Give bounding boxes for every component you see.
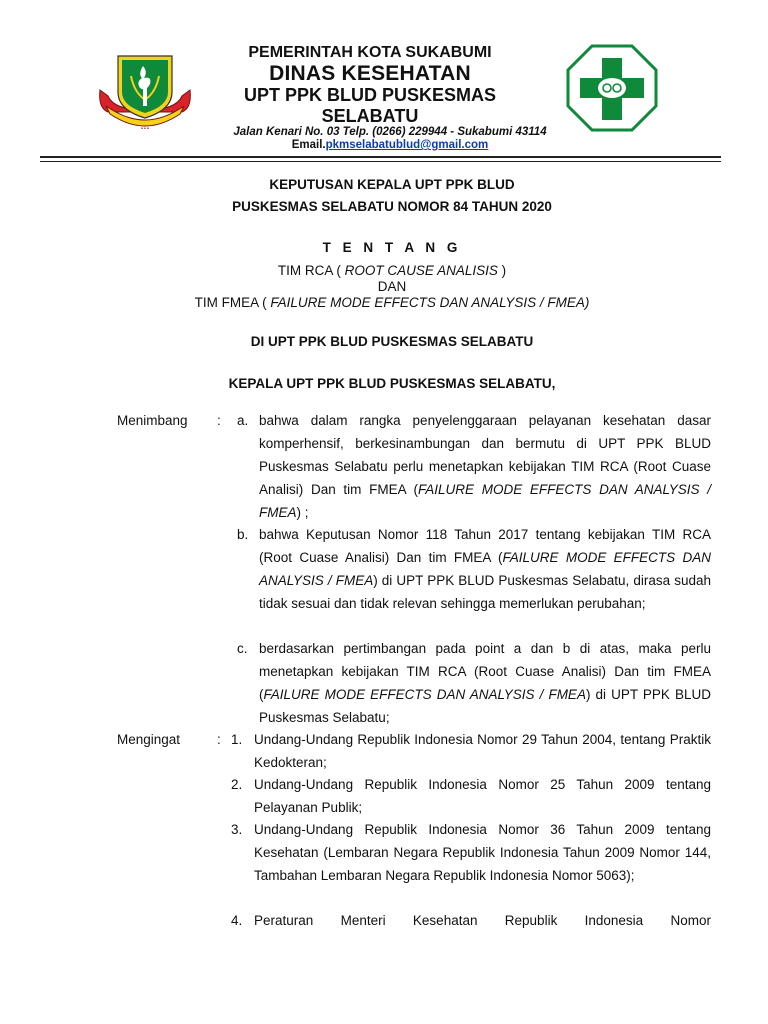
decree-subject-dan: DAN	[377, 279, 407, 294]
menimbang-mark-a: a.	[237, 413, 249, 428]
email-prefix: Email.	[291, 139, 326, 151]
subject-rca-suffix: )	[497, 263, 507, 278]
subject-fmea-italic: FAILURE MODE EFFECTS DAN ANALYSIS / FMEA)	[270, 295, 590, 310]
menimbang-item-a	[259, 409, 711, 524]
menimbang-c-italic: FAILURE MODE EFFECTS DAN ANALYSIS / FMEA	[263, 687, 586, 702]
letterhead-department: DINAS KESEHATAN	[269, 62, 471, 85]
menimbang-a-post: ) ;	[296, 505, 309, 520]
subject-fmea-prefix: TIM FMEA (	[194, 295, 271, 310]
letterhead-rule-thin	[40, 161, 721, 162]
mengingat-mark-4: 4.	[231, 913, 243, 928]
decree-title-line1: KEPUTUSAN KEPALA UPT PPK BLUD	[269, 177, 515, 192]
email-link[interactable]: pkmselabatublud@gmail.com	[325, 139, 489, 151]
letterhead-address: Jalan Kenari No. 03 Telp. (0266) 229944 - Sukabumi 43114	[233, 126, 547, 138]
letterhead-email-line	[120, 139, 660, 151]
menimbang-b-text: bahwa Keputusan Nomor 118 Tahun 2017 tentang kebijakan TIM RCA (Root Cuase Analisi) Dan tim FMEA (	[259, 527, 711, 565]
mengingat-item-4: Peraturan Menteri Kesehatan Republik Indonesia Nomor	[254, 913, 711, 928]
mengingat-item-2: Undang-Undang Republik Indonesia Nomor 25 Tahun 2009 tentang Pelayanan Publik;	[254, 777, 711, 815]
mengingat-mark-1: 1.	[231, 732, 243, 747]
mengingat-colon: :	[217, 732, 221, 747]
mengingat-mark-2: 2.	[231, 777, 243, 792]
subject-rca-prefix: TIM RCA (	[277, 263, 345, 278]
decree-title-line2: PUSKESMAS SELABATU NOMOR 84 TAHUN 2020	[232, 199, 552, 214]
letterhead-rule-thick	[40, 156, 721, 158]
menimbang-c-text: berdasarkan pertimbangan pada point a dan b di atas, maka perlu menetapkan kebijakan TIM RCA (Root Cuase Analisi) Dan tim FMEA (	[259, 641, 711, 702]
decree-location: DI UPT PPK BLUD PUSKESMAS SELABATU	[250, 334, 534, 349]
decree-subject-rca	[0, 263, 768, 278]
menimbang-a-italic: FAILURE MODE EFFECTS DAN ANALYSIS / FMEA	[259, 482, 711, 520]
mengingat-mark-3: 3.	[231, 822, 243, 837]
menimbang-item-c	[259, 637, 711, 729]
menimbang-mark-b: b.	[237, 527, 249, 542]
menimbang-label: Menimbang	[117, 413, 188, 428]
subject-rca-italic: ROOT CAUSE ANALISIS	[344, 263, 498, 278]
menimbang-b-post: ) di UPT PPK BLUD Puskesmas Selabatu, dirasa sudah tidak sesuai dan tidak relevan sehingga memerlukan perubahan;	[259, 573, 711, 611]
decree-issuer: KEPALA UPT PPK BLUD PUSKESMAS SELABATU,	[228, 376, 556, 391]
menimbang-item-b	[259, 523, 711, 615]
mengingat-label: Mengingat	[117, 732, 181, 747]
mengingat-item-1: Undang-Undang Republik Indonesia Nomor 29 Tahun 2004, tentang Praktik Kedokteran;	[254, 732, 711, 770]
menimbang-colon: :	[217, 413, 221, 428]
letterhead-unit: UPT PPK BLUD PUSKESMAS	[243, 85, 497, 105]
decree-subject-fmea	[0, 295, 768, 310]
mengingat-item-3: Undang-Undang Republik Indonesia Nomor 36 Tahun 2009 tentang Kesehatan (Lembaran Negara Republik Indonesia Tahun 2009 Nomor 144, Tambahan Lembaran Negara Republik Indonesia Nomor 5063);	[254, 822, 711, 883]
menimbang-mark-c: c.	[237, 641, 248, 656]
menimbang-b-italic: FAILURE MODE EFFECTS DAN ANALYSIS / FMEA	[259, 550, 711, 588]
menimbang-a-text: bahwa dalam rangka penyelenggaraan pelayanan kesehatan dasar komperhensif, berkesinambungan dan bermutu di UPT PPK BLUD Puskesmas Selabatu perlu menetapkan kebijakan TIM RCA (Root Cuase Analisi) Dan tim FMEA (	[259, 413, 711, 497]
svg-text:•••: •••	[140, 126, 150, 132]
letterhead-unit-name: SELABATU	[321, 106, 419, 126]
letterhead-government: PEMERINTAH KOTA SUKABUMI	[248, 44, 492, 61]
decree-tentang: T E N T A N G	[322, 240, 462, 255]
menimbang-c-post: ) di UPT PPK BLUD Puskesmas Selabatu;	[259, 687, 711, 725]
